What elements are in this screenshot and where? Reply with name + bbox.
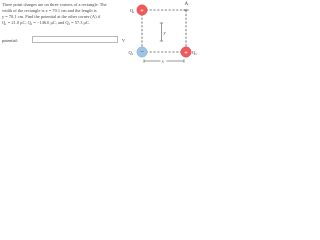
problem-line: Q₁ = 21.0 μC, Q₂ = −146.0 μC, and Q₃ = 57.3 μC. bbox=[2, 20, 90, 25]
potential-input[interactable] bbox=[32, 36, 118, 43]
corner-a-label: A bbox=[184, 2, 189, 7]
y-dimension-label: y bbox=[163, 30, 166, 35]
q3-sign: + bbox=[184, 49, 188, 57]
q1-sign: + bbox=[140, 7, 144, 15]
answer-row bbox=[2, 36, 128, 45]
unit-label: V bbox=[122, 38, 126, 43]
q2-label: Q₂ bbox=[128, 50, 134, 55]
potential-label: potential: bbox=[2, 38, 18, 43]
problem-line: Three point charges are on three corners of a rectangle. The bbox=[2, 2, 107, 7]
problem-line: y = 70.1 cm. Find the potential at the other corner (A) if bbox=[2, 14, 101, 19]
q2-sign: − bbox=[140, 49, 144, 57]
diagram-svg bbox=[128, 0, 200, 126]
q1-label: Q₁ bbox=[130, 8, 135, 13]
problem-statement bbox=[2, 2, 129, 26]
x-dimension-label: x bbox=[161, 58, 164, 64]
rectangle-diagram bbox=[128, 0, 200, 126]
problem-line: width of the rectangle is x = 70.1 cm and the length is bbox=[2, 8, 97, 13]
q3-label: Q₃ bbox=[192, 50, 197, 55]
